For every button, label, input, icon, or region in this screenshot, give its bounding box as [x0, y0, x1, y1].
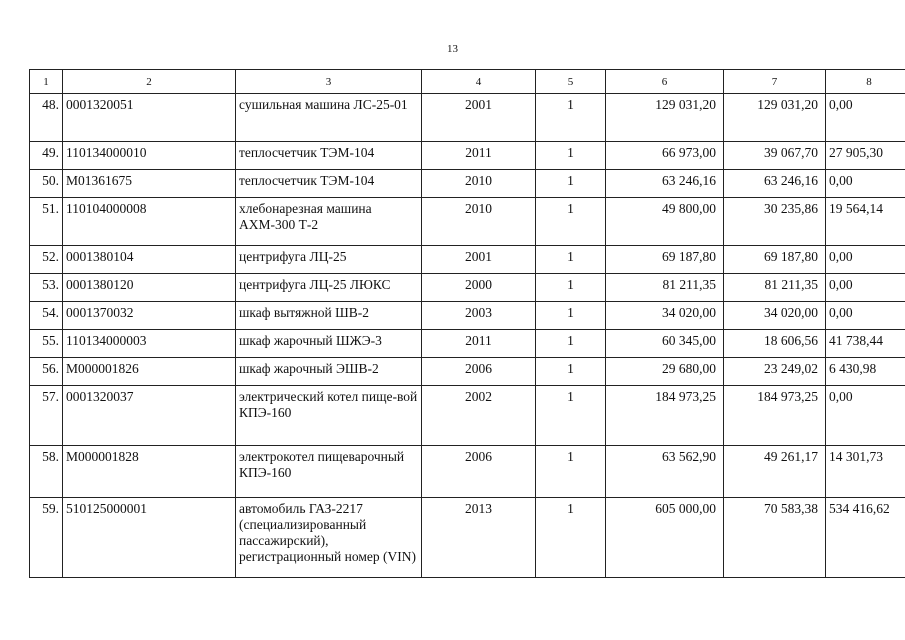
value-col7-cell: 18 606,56: [724, 330, 826, 358]
item-name-cell: электрический котел пище-вой КПЭ-160: [236, 386, 422, 446]
quantity-cell: 1: [536, 142, 606, 170]
year-cell: 2010: [422, 198, 536, 246]
item-name-cell: сушильная машина ЛС-25-01: [236, 94, 422, 142]
item-name-cell: шкаф вытяжной ШВ-2: [236, 302, 422, 330]
value-col7-cell: 69 187,80: [724, 246, 826, 274]
value-col6-cell: 129 031,20: [606, 94, 724, 142]
value-col7-cell: 34 020,00: [724, 302, 826, 330]
inventory-code-cell: 510125000001: [63, 498, 236, 578]
column-header: 3: [236, 70, 422, 94]
inventory-code-cell: 110104000008: [63, 198, 236, 246]
year-cell: 2006: [422, 446, 536, 498]
year-cell: 2003: [422, 302, 536, 330]
row-number-cell: 48.: [30, 94, 63, 142]
item-name-cell: электрокотел пищеварочный КПЭ-160: [236, 446, 422, 498]
year-cell: 2002: [422, 386, 536, 446]
value-col8-cell: 0,00: [826, 386, 905, 446]
quantity-cell: 1: [536, 274, 606, 302]
value-col6-cell: 69 187,80: [606, 246, 724, 274]
inventory-code-cell: 0001380104: [63, 246, 236, 274]
value-col7-cell: 23 249,02: [724, 358, 826, 386]
row-number-cell: 56.: [30, 358, 63, 386]
page-number: 13: [447, 43, 458, 55]
value-col6-cell: 29 680,00: [606, 358, 724, 386]
column-header: 6: [606, 70, 724, 94]
item-name-cell: хлебонарезная машина АХМ-300 Т-2: [236, 198, 422, 246]
inventory-code-cell: 0001320037: [63, 386, 236, 446]
column-header: 1: [30, 70, 63, 94]
quantity-cell: 1: [536, 498, 606, 578]
item-name-cell: теплосчетчик ТЭМ-104: [236, 170, 422, 198]
column-header: 5: [536, 70, 606, 94]
quantity-cell: 1: [536, 446, 606, 498]
value-col8-cell: 0,00: [826, 246, 905, 274]
inventory-code-cell: 0001370032: [63, 302, 236, 330]
column-header: 8: [826, 70, 905, 94]
quantity-cell: 1: [536, 302, 606, 330]
year-cell: 2000: [422, 274, 536, 302]
value-col7-cell: 63 246,16: [724, 170, 826, 198]
value-col6-cell: 605 000,00: [606, 498, 724, 578]
table-row: [30, 302, 905, 330]
row-number-cell: 50.: [30, 170, 63, 198]
inventory-code-cell: M000001826: [63, 358, 236, 386]
value-col8-cell: 534 416,62: [826, 498, 905, 578]
quantity-cell: 1: [536, 386, 606, 446]
header-row: [30, 70, 905, 94]
value-col8-cell: 6 430,98: [826, 358, 905, 386]
year-cell: 2010: [422, 170, 536, 198]
table-row: [30, 198, 905, 246]
value-col6-cell: 184 973,25: [606, 386, 724, 446]
year-cell: 2001: [422, 94, 536, 142]
value-col8-cell: 0,00: [826, 94, 905, 142]
quantity-cell: 1: [536, 330, 606, 358]
value-col8-cell: 27 905,30: [826, 142, 905, 170]
item-name-cell: автомобиль ГАЗ-2217 (специализированный пассажирский), регистрационный номер (VIN): [236, 498, 422, 578]
inventory-code-cell: 0001380120: [63, 274, 236, 302]
value-col8-cell: 0,00: [826, 274, 905, 302]
year-cell: 2011: [422, 330, 536, 358]
year-cell: 2001: [422, 246, 536, 274]
table-row: [30, 274, 905, 302]
row-number-cell: 55.: [30, 330, 63, 358]
value-col7-cell: 70 583,38: [724, 498, 826, 578]
quantity-cell: 1: [536, 358, 606, 386]
row-number-cell: 53.: [30, 274, 63, 302]
value-col6-cell: 60 345,00: [606, 330, 724, 358]
value-col7-cell: 184 973,25: [724, 386, 826, 446]
value-col6-cell: 63 562,90: [606, 446, 724, 498]
value-col7-cell: 129 031,20: [724, 94, 826, 142]
table-row: [30, 386, 905, 446]
value-col7-cell: 30 235,86: [724, 198, 826, 246]
value-col7-cell: 39 067,70: [724, 142, 826, 170]
column-header: 4: [422, 70, 536, 94]
table-row: [30, 170, 905, 198]
value-col6-cell: 81 211,35: [606, 274, 724, 302]
row-number-cell: 59.: [30, 498, 63, 578]
item-name-cell: теплосчетчик ТЭМ-104: [236, 142, 422, 170]
row-number-cell: 54.: [30, 302, 63, 330]
item-name-cell: центрифуга ЛЦ-25: [236, 246, 422, 274]
table-row: [30, 330, 905, 358]
inventory-code-cell: M01361675: [63, 170, 236, 198]
table-row: [30, 94, 905, 142]
value-col8-cell: 19 564,14: [826, 198, 905, 246]
column-header: 7: [724, 70, 826, 94]
value-col8-cell: 41 738,44: [826, 330, 905, 358]
table-row: [30, 446, 905, 498]
row-number-cell: 49.: [30, 142, 63, 170]
row-number-cell: 51.: [30, 198, 63, 246]
row-number-cell: 52.: [30, 246, 63, 274]
year-cell: 2011: [422, 142, 536, 170]
item-name-cell: шкаф жарочный ЭШВ-2: [236, 358, 422, 386]
value-col6-cell: 34 020,00: [606, 302, 724, 330]
value-col8-cell: 0,00: [826, 170, 905, 198]
inventory-table: [29, 69, 905, 578]
inventory-code-cell: 110134000003: [63, 330, 236, 358]
quantity-cell: 1: [536, 170, 606, 198]
table-row: [30, 358, 905, 386]
row-number-cell: 58.: [30, 446, 63, 498]
value-col7-cell: 49 261,17: [724, 446, 826, 498]
quantity-cell: 1: [536, 198, 606, 246]
year-cell: 2006: [422, 358, 536, 386]
value-col6-cell: 66 973,00: [606, 142, 724, 170]
table-row: [30, 142, 905, 170]
row-number-cell: 57.: [30, 386, 63, 446]
inventory-code-cell: 110134000010: [63, 142, 236, 170]
table-row: [30, 498, 905, 578]
value-col8-cell: 0,00: [826, 302, 905, 330]
value-col7-cell: 81 211,35: [724, 274, 826, 302]
quantity-cell: 1: [536, 246, 606, 274]
value-col8-cell: 14 301,73: [826, 446, 905, 498]
column-header: 2: [63, 70, 236, 94]
inventory-code-cell: M000001828: [63, 446, 236, 498]
value-col6-cell: 63 246,16: [606, 170, 724, 198]
item-name-cell: центрифуга ЛЦ-25 ЛЮКС: [236, 274, 422, 302]
value-col6-cell: 49 800,00: [606, 198, 724, 246]
inventory-code-cell: 0001320051: [63, 94, 236, 142]
table-row: [30, 246, 905, 274]
year-cell: 2013: [422, 498, 536, 578]
item-name-cell: шкаф жарочный ШЖЭ-3: [236, 330, 422, 358]
quantity-cell: 1: [536, 94, 606, 142]
